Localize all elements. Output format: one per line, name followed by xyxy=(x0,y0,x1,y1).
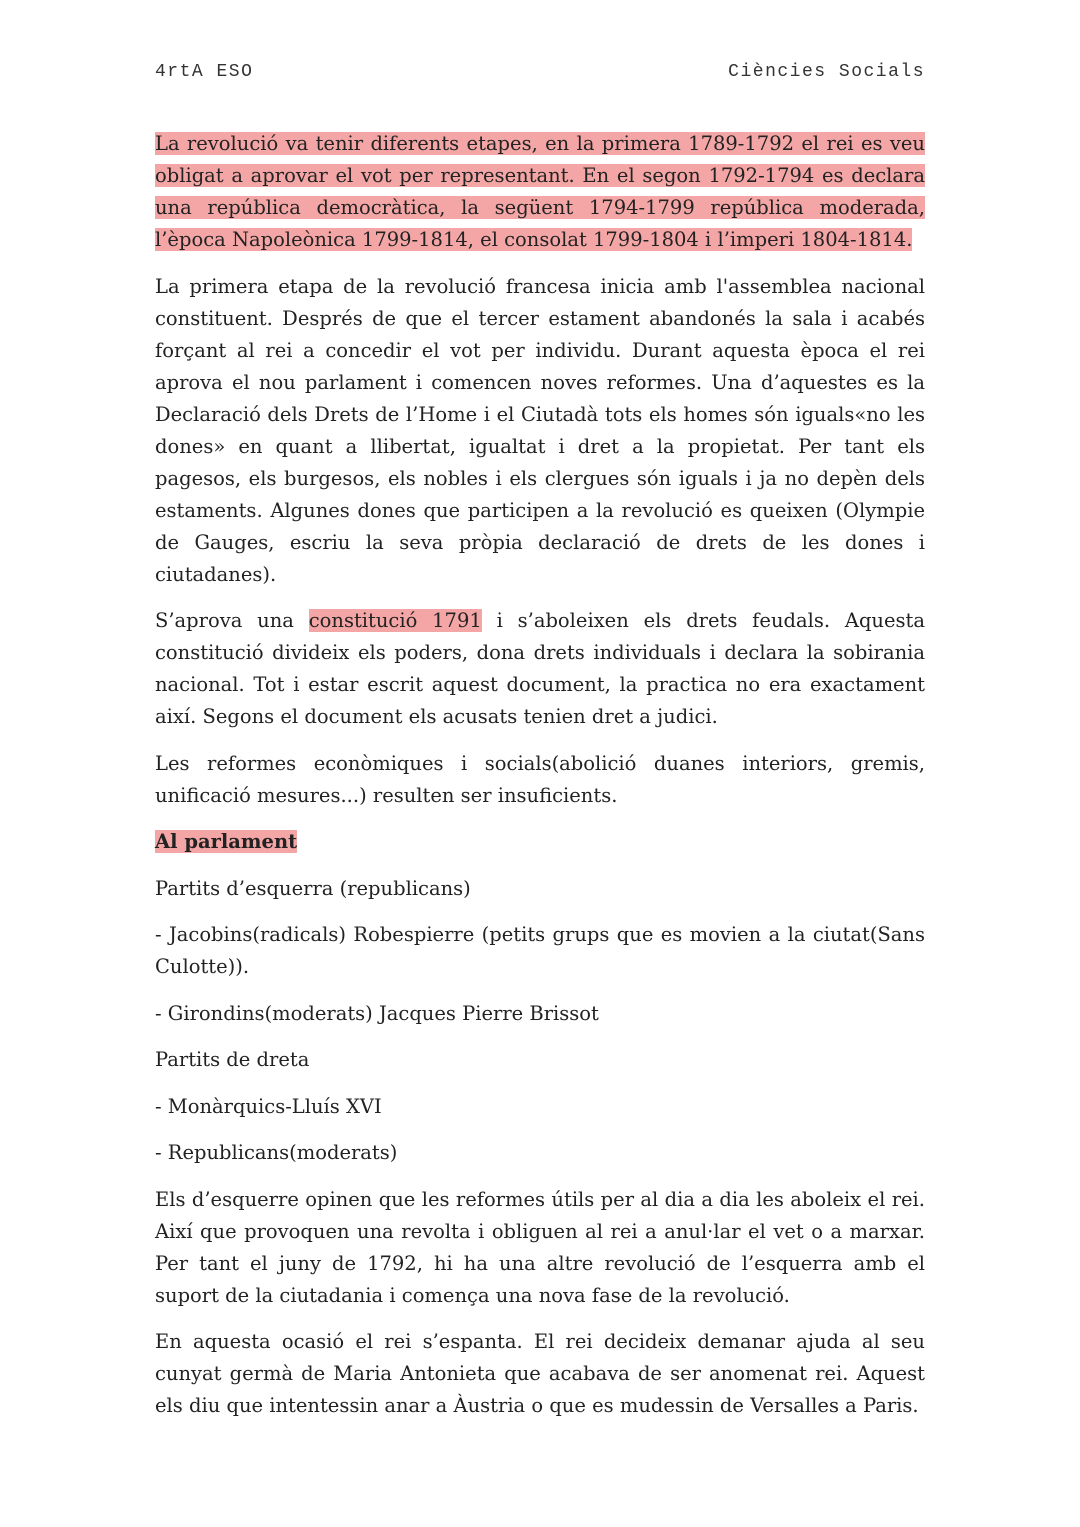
list-item-republicans: - Republicans(moderats) xyxy=(155,1141,398,1164)
list-item-jacobins: - Jacobins(radicals) Robespierre (petits grups que es movien a la ciutat(Sans Culotte)). xyxy=(155,923,925,978)
section-heading-parlament xyxy=(155,826,925,858)
paragraph-stages xyxy=(155,128,925,256)
list-item-girondins: - Girondins(moderats) Jacques Pierre Brissot xyxy=(155,1001,599,1025)
header-class-label: 4rtA ESO xyxy=(155,62,254,82)
heading-parlament: Al parlament xyxy=(155,830,298,853)
highlighted-constitution: constitució 1791 xyxy=(308,609,482,632)
highlighted-stages-text: La revolució va tenir diferents etapes, en la primera 1789-1792 el rei es veu obligat a aprovar el vot per representant. En el segon 1792-1794 es declara una república democràtica, la següent 1794-1799 república moderada, l’època Napoleònica 1799-1814, el consolat 1799-1804 i l’imperi 1804-1814. xyxy=(155,132,925,251)
page-header xyxy=(155,62,925,82)
paragraph-left-revolt: Els d’esquerre opinen que les reformes útils per al dia a dia les aboleix el rei. Així que provoquen una revolta i obliguen al rei a anul·lar el vet o a marxar. Per tant el juny de 1792, hi ha una altre revolució de l’esquerra amb el suport de la ciutadania i comença una nova fase de la revolució. xyxy=(155,1187,925,1307)
paragraph-reforms: Les reformes econòmiques i socials(abolició duanes interiors, gremis, unificació mesures...) resulten ser insuficients. xyxy=(155,751,925,807)
header-subject-label: Ciències Socials xyxy=(728,62,925,82)
list-item-monarquics: - Monàrquics-Lluís XVI xyxy=(155,1094,382,1118)
right-parties-label: Partits de dreta xyxy=(155,1048,310,1071)
constitution-text-before: S’aprova una xyxy=(155,609,309,632)
paragraph-constitution xyxy=(155,605,925,733)
paragraph-first-stage: La primera etapa de la revolució francesa inicia amb l'assemblea nacional constituent. Després de que el tercer estament abandonés la sala i acabés forçant al rei a concedir el vot per individu. Durant aquesta època el rei aprova el nou parlament i comencen noves reformes. Una d’aquestes es la Declaració dels Drets de l’Home i el Ciutadà tots els homes són iguals«no les dones» en quant a llibertat, igualtat i dret a la propietat. Per tant els pagesos, els burgesos, els nobles i els clergues són iguals i ja no depèn dels estaments. Algunes dones que participen a la revolució es queixen (Olympie de Gauges, escriu la seva pròpia declaració de drets de les dones i ciutadanes). xyxy=(155,274,925,586)
constitution-text-after: i s’aboleixen els drets feudals. Aquesta constitució divideix els poders, dona drets individuals i declara la sobirania nacional. Tot i estar escrit aquest document, la practica no era exactament així. Segons el document els acusats tenien dret a judici. xyxy=(155,609,925,728)
document-body xyxy=(155,128,925,1437)
left-parties-label: Partits d’esquerra (republicans) xyxy=(155,876,471,900)
paragraph-king-scared: En aquesta ocasió el rei s’espanta. El rei decideix demanar ajuda al seu cunyat germà de Maria Antonieta que acabava de ser anomenat rei. Aquest els diu que intentessin anar a Àustria o que es mudessin de Versalles a Paris. xyxy=(155,1330,925,1417)
